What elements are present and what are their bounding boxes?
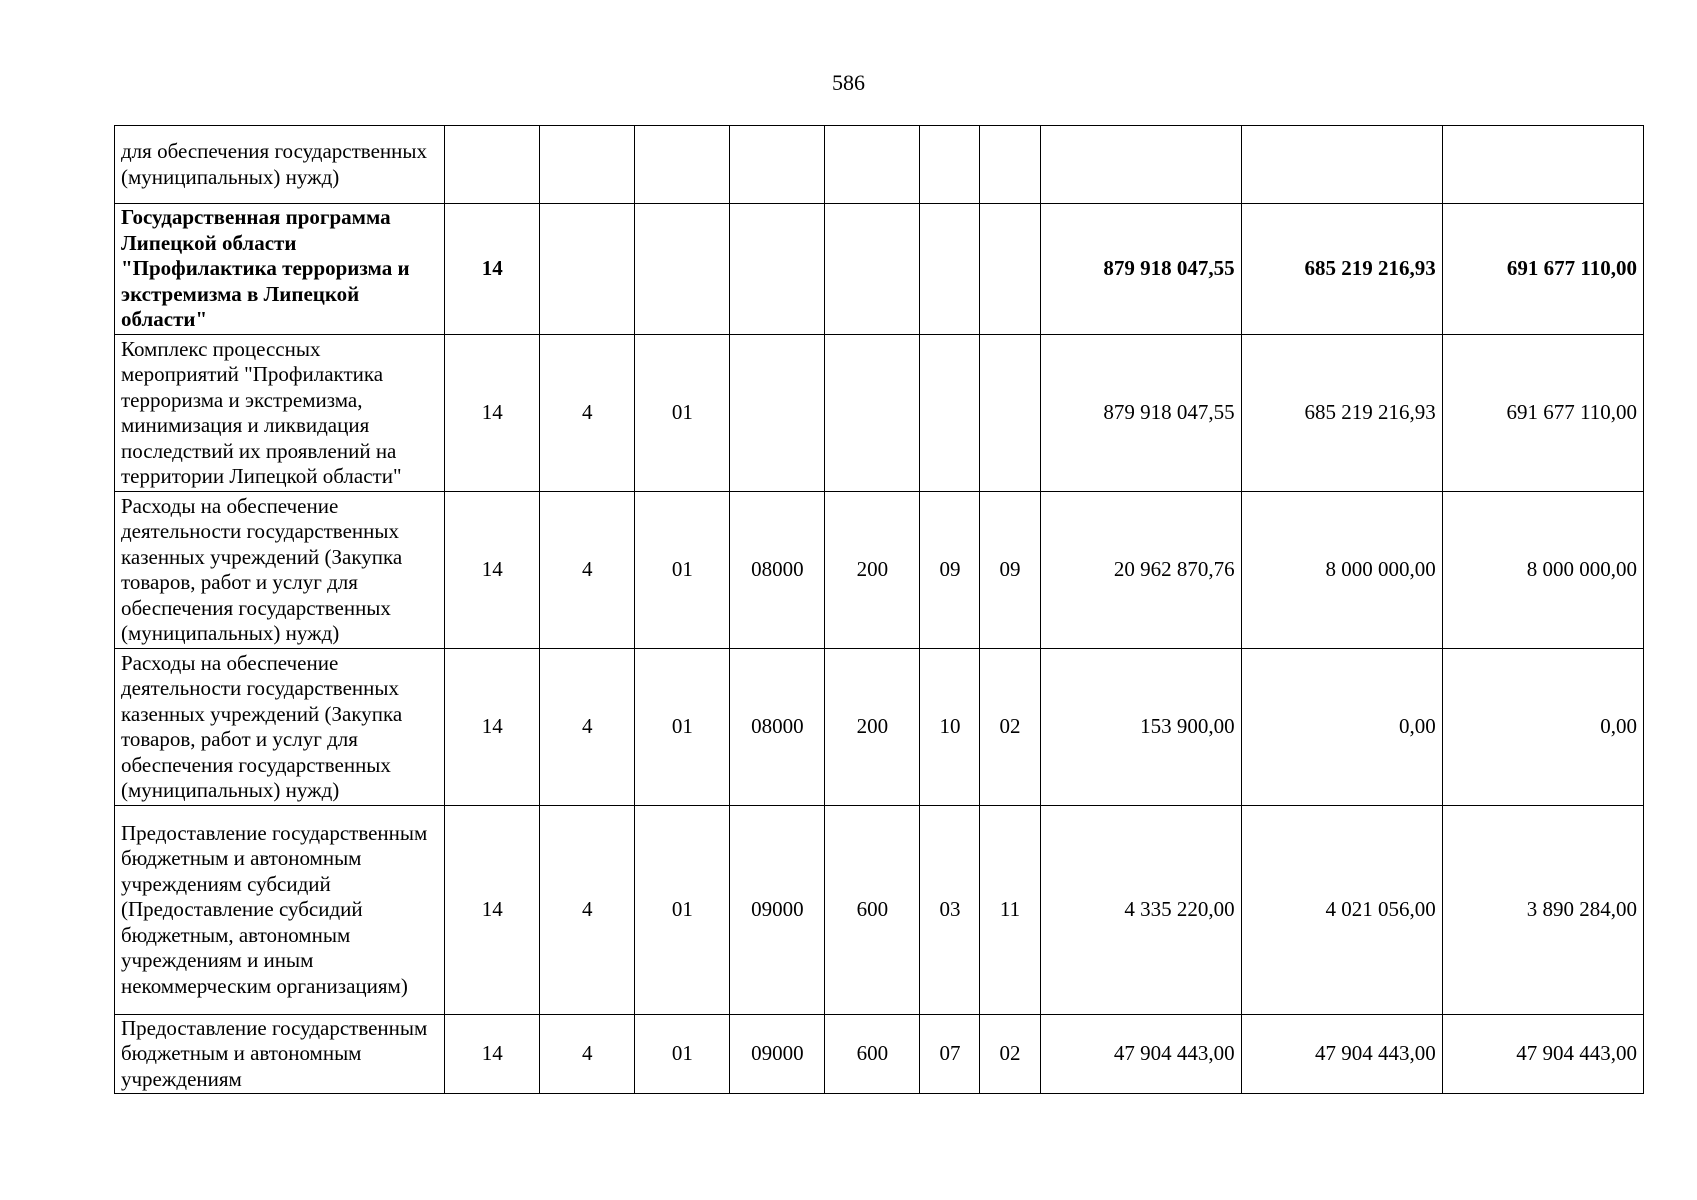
subprogram-code-cell: 4 <box>540 649 635 806</box>
table-row <box>115 335 1644 492</box>
budget-table <box>114 125 1644 1094</box>
sum-year2-cell: 8 000 000,00 <box>1241 492 1442 649</box>
subsection-cell <box>980 335 1040 492</box>
subprogram-code-cell: 4 <box>540 492 635 649</box>
row-name-cell: Комплекс процессных мероприятий "Профилактика терроризма и экстремизма, минимизация и ликвидация последствий их проявлений на территории Липецкой области" <box>115 335 445 492</box>
sum-year3-cell: 0,00 <box>1442 649 1643 806</box>
direction-code-cell <box>730 204 825 335</box>
program-code-cell <box>445 126 540 204</box>
main-event-code-cell <box>635 126 730 204</box>
sum-year2-cell: 0,00 <box>1241 649 1442 806</box>
sum-year3-cell: 691 677 110,00 <box>1442 204 1643 335</box>
subsection-cell <box>980 204 1040 335</box>
expense-type-cell: 600 <box>825 806 920 1015</box>
page-number: 586 <box>832 70 865 95</box>
sum-year1-cell: 20 962 870,76 <box>1040 492 1241 649</box>
row-name-cell: Расходы на обеспечение деятельности государственных казенных учреждений (Закупка товаров, работ и услуг для обеспечения государственных (муниципальных) нужд) <box>115 649 445 806</box>
section-cell: 10 <box>920 649 980 806</box>
subprogram-code-cell: 4 <box>540 1015 635 1094</box>
section-cell: 09 <box>920 492 980 649</box>
direction-code-cell: 09000 <box>730 806 825 1015</box>
main-event-code-cell: 01 <box>635 492 730 649</box>
main-event-code-cell: 01 <box>635 649 730 806</box>
subsection-cell: 02 <box>980 649 1040 806</box>
expense-type-cell <box>825 126 920 204</box>
section-cell <box>920 126 980 204</box>
budget-table-body <box>115 126 1644 1094</box>
expense-type-cell <box>825 335 920 492</box>
program-code-cell: 14 <box>445 204 540 335</box>
program-code-cell: 14 <box>445 335 540 492</box>
sum-year1-cell: 879 918 047,55 <box>1040 335 1241 492</box>
sum-year1-cell: 153 900,00 <box>1040 649 1241 806</box>
sum-year2-cell: 685 219 216,93 <box>1241 204 1442 335</box>
sum-year3-cell: 47 904 443,00 <box>1442 1015 1643 1094</box>
subprogram-code-cell: 4 <box>540 335 635 492</box>
subprogram-code-cell <box>540 204 635 335</box>
sum-year1-cell <box>1040 126 1241 204</box>
direction-code-cell: 08000 <box>730 492 825 649</box>
sum-year2-cell: 4 021 056,00 <box>1241 806 1442 1015</box>
row-name-cell: Расходы на обеспечение деятельности государственных казенных учреждений (Закупка товаров, работ и услуг для обеспечения государственных (муниципальных) нужд) <box>115 492 445 649</box>
expense-type-cell: 200 <box>825 492 920 649</box>
row-name-cell: Предоставление государственным бюджетным и автономным учреждениям <box>115 1015 445 1094</box>
subsection-cell: 11 <box>980 806 1040 1015</box>
row-name-cell: для обеспечения государственных (муниципальных) нужд) <box>115 126 445 204</box>
main-event-code-cell: 01 <box>635 806 730 1015</box>
expense-type-cell <box>825 204 920 335</box>
sum-year2-cell: 685 219 216,93 <box>1241 335 1442 492</box>
sum-year1-cell: 879 918 047,55 <box>1040 204 1241 335</box>
sum-year3-cell: 691 677 110,00 <box>1442 335 1643 492</box>
expense-type-cell: 200 <box>825 649 920 806</box>
section-cell: 03 <box>920 806 980 1015</box>
table-row <box>115 806 1644 1015</box>
direction-code-cell: 09000 <box>730 1015 825 1094</box>
row-name-cell: Предоставление государственным бюджетным и автономным учреждениям субсидий (Предоставление субсидий бюджетным, автономным учреждениям и иным некоммерческим организациям) <box>115 806 445 1015</box>
section-cell: 07 <box>920 1015 980 1094</box>
main-event-code-cell: 01 <box>635 1015 730 1094</box>
section-cell <box>920 335 980 492</box>
subprogram-code-cell: 4 <box>540 806 635 1015</box>
subsection-cell: 09 <box>980 492 1040 649</box>
direction-code-cell <box>730 335 825 492</box>
row-name-cell: Государственная программа Липецкой области "Профилактика терроризма и экстремизма в Липецкой области" <box>115 204 445 335</box>
subsection-cell: 02 <box>980 1015 1040 1094</box>
sum-year3-cell: 8 000 000,00 <box>1442 492 1643 649</box>
table-row <box>115 492 1644 649</box>
program-code-cell: 14 <box>445 492 540 649</box>
sum-year3-cell <box>1442 126 1643 204</box>
subsection-cell <box>980 126 1040 204</box>
table-row <box>115 126 1644 204</box>
table-row <box>115 649 1644 806</box>
sum-year3-cell: 3 890 284,00 <box>1442 806 1643 1015</box>
sum-year2-cell: 47 904 443,00 <box>1241 1015 1442 1094</box>
program-code-cell: 14 <box>445 649 540 806</box>
sum-year1-cell: 47 904 443,00 <box>1040 1015 1241 1094</box>
expense-type-cell: 600 <box>825 1015 920 1094</box>
program-code-cell: 14 <box>445 1015 540 1094</box>
sum-year2-cell <box>1241 126 1442 204</box>
direction-code-cell: 08000 <box>730 649 825 806</box>
main-event-code-cell <box>635 204 730 335</box>
table-row <box>115 204 1644 335</box>
main-event-code-cell: 01 <box>635 335 730 492</box>
program-code-cell: 14 <box>445 806 540 1015</box>
sum-year1-cell: 4 335 220,00 <box>1040 806 1241 1015</box>
direction-code-cell <box>730 126 825 204</box>
subprogram-code-cell <box>540 126 635 204</box>
section-cell <box>920 204 980 335</box>
table-row <box>115 1015 1644 1094</box>
